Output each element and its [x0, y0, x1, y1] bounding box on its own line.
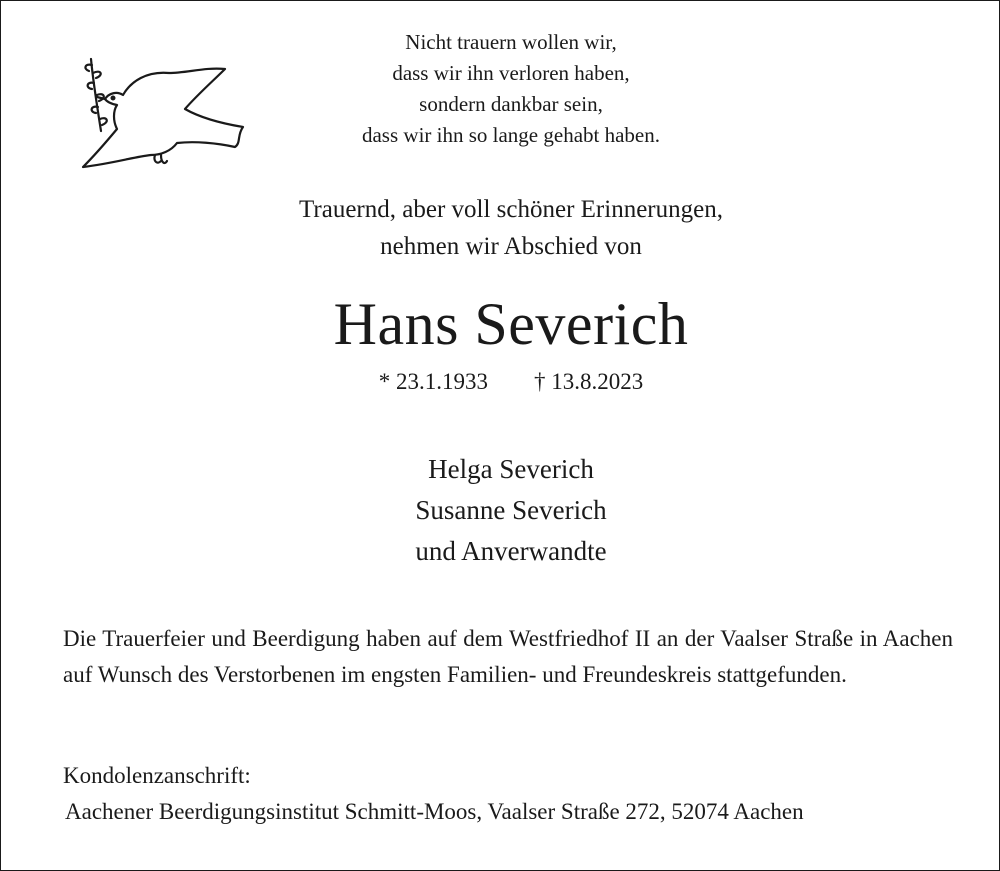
farewell-intro	[201, 191, 821, 265]
dove-with-olive-branch-icon	[77, 51, 249, 173]
memorial-poem	[301, 27, 721, 151]
deceased-name: Hans Severich	[333, 291, 689, 357]
poem-line: dass wir ihn so lange gehabt haben.	[361, 123, 660, 147]
death-date: † 13.8.2023	[534, 369, 644, 394]
condolence-label: Kondolenzanschrift:	[63, 763, 251, 788]
mourner-name: Helga Severich	[428, 454, 594, 484]
poem-line: sondern dankbar sein,	[419, 92, 603, 116]
poem-line: dass wir ihn verloren haben,	[392, 61, 630, 85]
intro-line: nehmen wir Abschied von	[380, 233, 642, 260]
funeral-notice: Die Trauerfeier und Beerdigung haben auf dem Westfriedhof II an der Vaalser Straße in Aachen auf Wunsch des Verstorbenen im engsten Familien- und Freundeskreis stattgefunden.	[63, 626, 953, 687]
birth-date: * 23.1.1933	[378, 369, 488, 394]
condolence-address: Aachener Beerdigungsinstitut Schmitt-Moos, Vaalser Straße 272, 52074 Aachen	[65, 799, 804, 824]
intro-line: Trauernd, aber voll schöner Erinnerungen,	[299, 196, 723, 223]
mourner-name: Susanne Severich	[415, 495, 607, 525]
mourners-list	[201, 449, 821, 572]
poem-line: Nicht trauern wollen wir,	[405, 30, 617, 54]
mourner-name: und Anverwandte	[415, 536, 607, 566]
life-dates	[201, 365, 821, 399]
